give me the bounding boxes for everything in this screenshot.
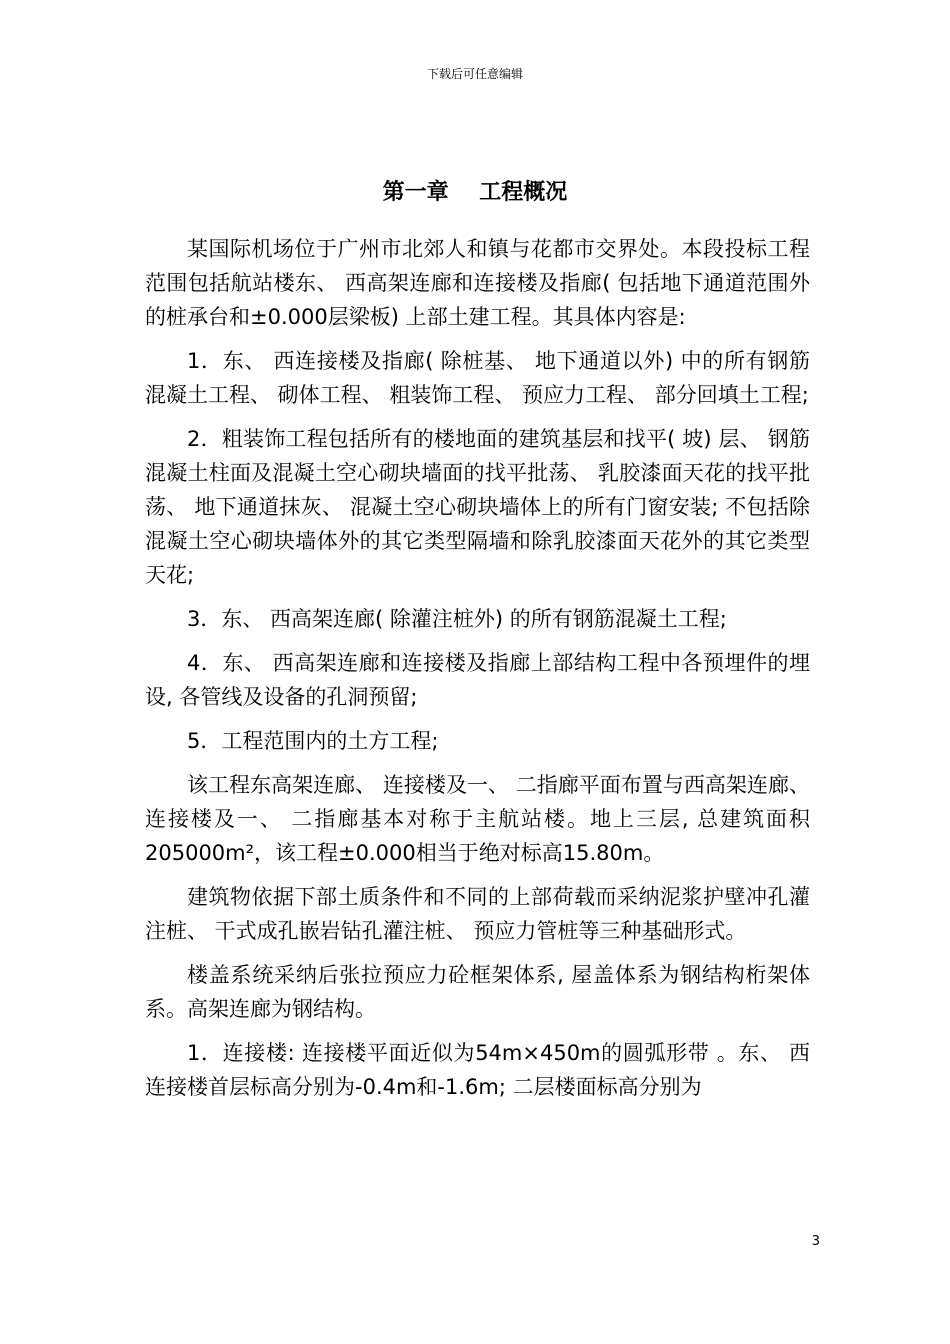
paragraph: 该工程东高架连廊、 连接楼及一、 二指廊平面布置与西高架连廊、 连接楼及一、 二指廊基本对称于主航站楼。地上三层, 总建筑面积205000m²，该工程±0.000相当于绝对标高15.80m。 (145, 773, 810, 865)
paragraph: 建筑物依据下部土质条件和不同的上部荷载而采纳泥浆护壁冲孔灌注桩、 干式成孔嵌岩钻孔灌注桩、 预应力管桩等三种基础形式。 (145, 885, 810, 943)
chapter-title: 第一章 工程概况 (382, 180, 568, 205)
page-number: 3 (811, 1234, 820, 1249)
paragraph: 5．工程范围内的土方工程; (187, 729, 439, 753)
paragraph: 1．东、 西连接楼及指廊( 除桩基、 地下通道以外) 中的所有钢筋混凝土工程、 砌体工程、 粗装饰工程、 预应力工程、 部分回填土工程; (145, 349, 810, 407)
paragraph: 4．东、 西高架连廊和连接楼及指廊上部结构工程中各预埋件的埋设, 各管线及设备的孔洞预留; (145, 651, 810, 709)
paragraph: 3．东、 西高架连廊( 除灌注桩外) 的所有钢筋混凝土工程; (187, 607, 727, 631)
header-note: 下载后可任意编辑 (426, 67, 523, 81)
paragraph: 2．粗装饰工程包括所有的楼地面的建筑基层和找平( 坡) 层、 钢筋混凝土柱面及混凝土空心砌块墙面的找平批荡、 乳胶漆面天花的找平批荡、 地下通道抹灰、 混凝土空心砌块墙体上的所有门窗安装; 不包括除混凝土空心砌块墙体外的其它类型隔墙和除乳胶漆面天花外的其它类型天花; (145, 427, 810, 587)
paragraph: 楼盖系统采纳后张拉预应力砼框架体系, 屋盖体系为钢结构桁架体系。高架连廊为钢结构。 (145, 963, 810, 1021)
body-text (145, 232, 810, 1114)
paragraph: 1．连接楼: 连接楼平面近似为54m×450m的圆弧形带 。东、 西连接楼首层标高分别为-0.4m和-1.6m; 二层楼面标高分别为 (145, 1041, 810, 1099)
paragraph: 某国际机场位于广州市北郊人和镇与花都市交界处。本段投标工程范围包括航站楼东、 西高架连廊和连接楼及指廊( 包括地下通道范围外的桩承台和±0.000层梁板) 上部土建工程。其具体内容是: (145, 237, 810, 329)
